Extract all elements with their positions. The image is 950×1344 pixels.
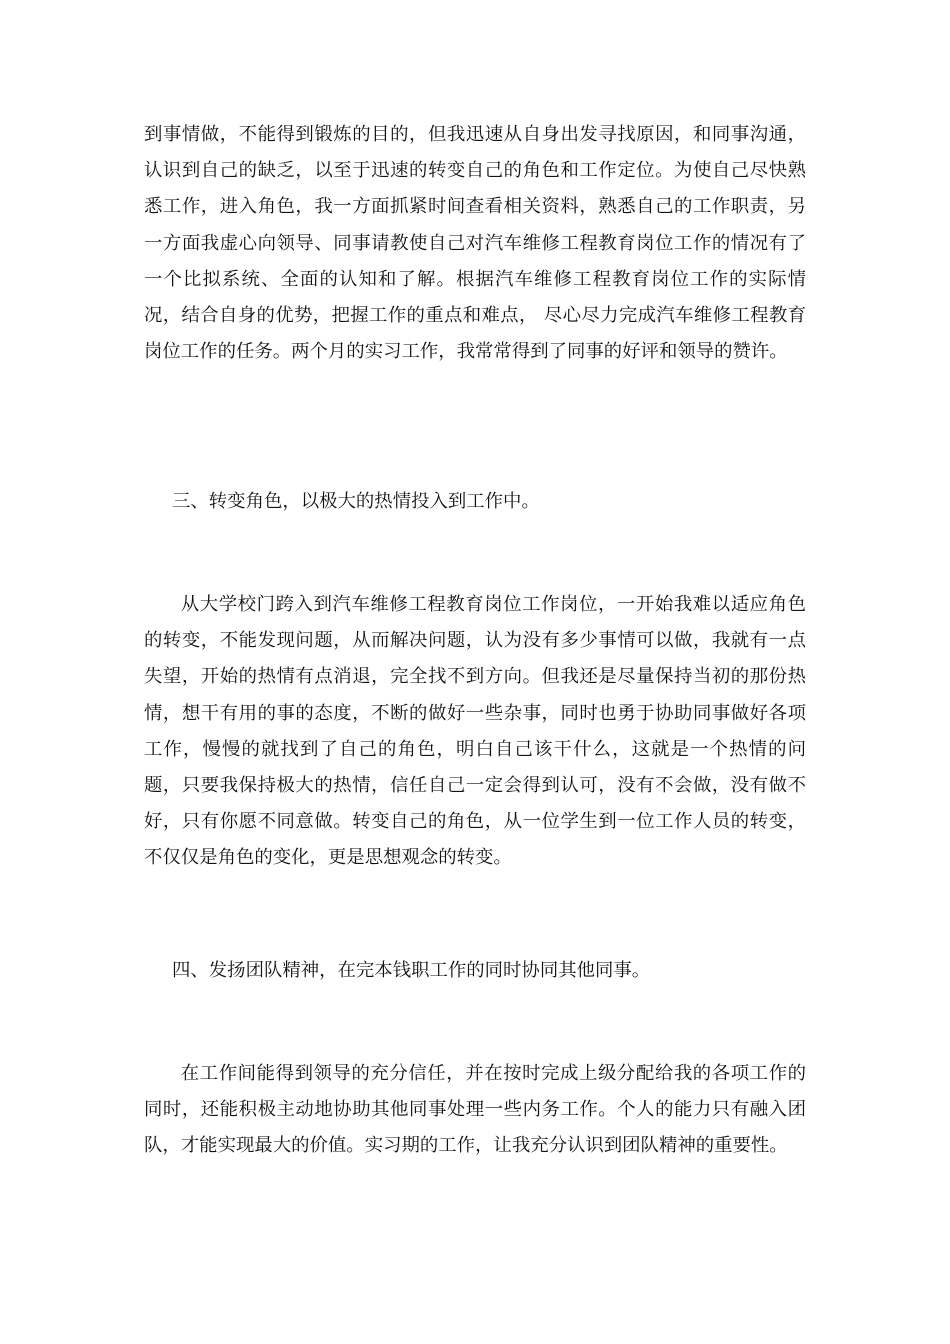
section-heading-3: 三、转变角色，以极大的热情投入到工作中。 [172, 491, 540, 512]
section-heading-4: 四、发扬团队精神，在完本钱职工作的同时协同其他同事。 [172, 960, 651, 981]
body-paragraph: 从大学校门跨入到汽车维修工程教育岗位工作岗位，一开始我难以适应角色的转变，不能发现问题，从而解决问题，认为没有多少事情可以做，我就有一点失望，开始的热情有点消退，完全找不到方向。但我还是尽量保持当初的那份热情，想干有用的事的态度，不断的做好一些杂事，同时也勇于协助同事做好各项工作，慢慢的就找到了自己的角色，明白自己该干什么，这就是一个热情的问题，只要我保持极大的热情，信任自己一定会得到认可，没有不会做，没有做不好，只有你愿不同意做。转变自己的角色，从一位学生到一位工作人员的转变，不仅仅是角色的变化，更是思想观念的转变。 [144, 594, 806, 869]
body-paragraph: 到事情做，不能得到锻炼的目的，但我迅速从自身出发寻找原因，和同事沟通，认识到自己的缺乏，以至于迅速的转变自己的角色和工作定位。为使自己尽快熟悉工作，进入角色，我一方面抓紧时间查看相关资料，熟悉自己的工作职责，另一方面我虚心向领导、同事请教使自己对汽车维修工程教育岗位工作的情况有了一个比拟系统、全面的认知和了解。根据汽车维修工程教育岗位工作的实际情况，结合自身的优势，把握工作的重点和难点， 尽心尽力完成汽车维修工程教育岗位工作的任务。两个月的实习工作，我常常得到了同事的好评和领导的赞许。 [144, 124, 806, 363]
body-paragraph: 在工作间能得到领导的充分信任，并在按时完成上级分配给我的各项工作的同时，还能积极主动地协助其他同事处理一些内务工作。个人的能力只有融入团队，才能实现最大的价值。实习期的工作，让我充分认识到团队精神的重要性。 [144, 1063, 806, 1157]
